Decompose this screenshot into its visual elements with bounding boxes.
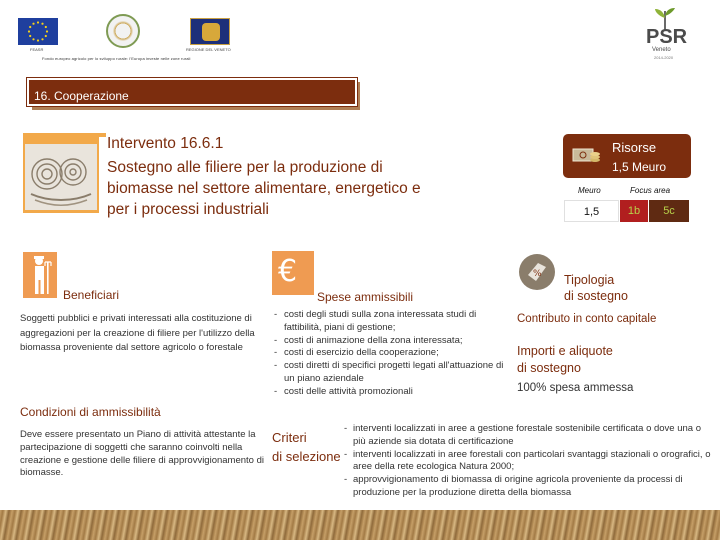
italian-republic-emblem — [106, 14, 140, 48]
footer-wood-strip — [0, 510, 720, 540]
eu-caption: FEASR — [30, 47, 44, 52]
resources-header-meuro: Meuro — [578, 186, 601, 195]
criteria-title-line2: di selezione — [272, 449, 341, 464]
section-title: 16. Cooperazione — [34, 89, 129, 103]
euro-icon: € — [278, 254, 298, 289]
expenses-list — [274, 309, 512, 399]
support-rates-title-line1: Importi e aliquote — [517, 344, 613, 358]
criteria-title — [272, 428, 341, 466]
veneto-caption: REGIONE DEL VENETO — [186, 47, 231, 52]
criteria-title-line1: Criteri — [272, 430, 307, 445]
beneficiaries-text: Soggetti pubblici e privati interessati alla costituzione di aggregazioni per la creazione di filiere per l'utilizzo della biomassa proveniente dal settore agricolo o forestale — [20, 313, 255, 353]
support-type-value: Contributo in conto capitale — [517, 313, 657, 325]
focus-area-5c: 5c — [649, 200, 689, 222]
support-rates-title — [517, 343, 613, 377]
support-type-title-line2: di sostegno — [564, 289, 628, 303]
support-type-title-line1: Tipologia — [564, 273, 615, 287]
header-note: Fondo europeo agricolo per lo sviluppo rurale: l'Europa investe nelle zone rurali — [42, 56, 191, 61]
support-type-title — [564, 272, 628, 304]
conditions-text: Deve essere presentato un Piano di attività attestante la partecipazione di soggetti che saranno coinvolti nella creazione e gestione delle filiere di approvvigionamento di biomasse. — [20, 429, 264, 479]
list-item: - approvvigionamento di biomassa di origine agricola proveniente da processi di produzione per la produzione diretta della biomassa — [344, 474, 716, 500]
biomass-logs-icon — [25, 144, 97, 210]
intervention-title: Intervento 16.6.1 — [107, 135, 224, 152]
percent-tag-icon — [518, 253, 556, 291]
resources-title: Risorse — [612, 140, 657, 155]
beneficiaries-title: Beneficiari — [63, 288, 120, 302]
list-item: - interventi localizzati in aree a gestione forestale sostenibile certificata o dove una o più aziende sia dotata di certificazione — [344, 423, 716, 449]
intervention-frame-corner — [99, 133, 106, 137]
list-item: - costi delle attività promozionali — [274, 386, 512, 399]
psr-logo-text: PSR — [646, 26, 688, 48]
resources-meuro-value: 1,5 — [564, 200, 619, 222]
support-rate-value: 100% spesa ammessa — [517, 382, 634, 394]
list-item: - costi di esercizio della cooperazione; — [274, 347, 512, 360]
focus-area-1b: 1b — [620, 200, 648, 222]
psr-region: Veneto — [652, 47, 671, 53]
coins-cash-icon — [571, 143, 601, 167]
list-item: - costi di animazione della zona interessata; — [274, 335, 512, 348]
criteria-list — [344, 423, 716, 500]
veneto-region-logo — [190, 18, 230, 45]
list-item: - interventi localizzati in aree forestali con particolari svantaggi stazionali o orografici, o aree della rete ecologica Natura 2000; — [344, 449, 716, 475]
eu-flag-logo — [18, 18, 58, 45]
resources-amount: 1,5 Meuro — [612, 160, 667, 174]
list-item: - costi degli studi sulla zona interessata studi di fattibilità, piani di gestione; — [274, 309, 512, 335]
farmer-icon — [25, 254, 55, 296]
section-banner — [27, 78, 357, 106]
psr-years: 2014-2020 — [654, 55, 674, 60]
svg-text:%: % — [533, 269, 542, 279]
resources-header-focus-area: Focus area — [630, 186, 671, 195]
conditions-title: Condizioni di ammissibilità — [20, 405, 161, 419]
list-item: - costi diretti di specifici progetti legati all'attuazione di un piano aziendale — [274, 360, 512, 386]
intervention-description: Sostegno alle filiere per la produzione di biomasse nel settore alimentare, energetico e per i processi industriali — [107, 159, 421, 218]
expenses-title: Spese ammissibili — [317, 290, 414, 304]
support-rates-title-line2: di sostegno — [517, 361, 581, 375]
